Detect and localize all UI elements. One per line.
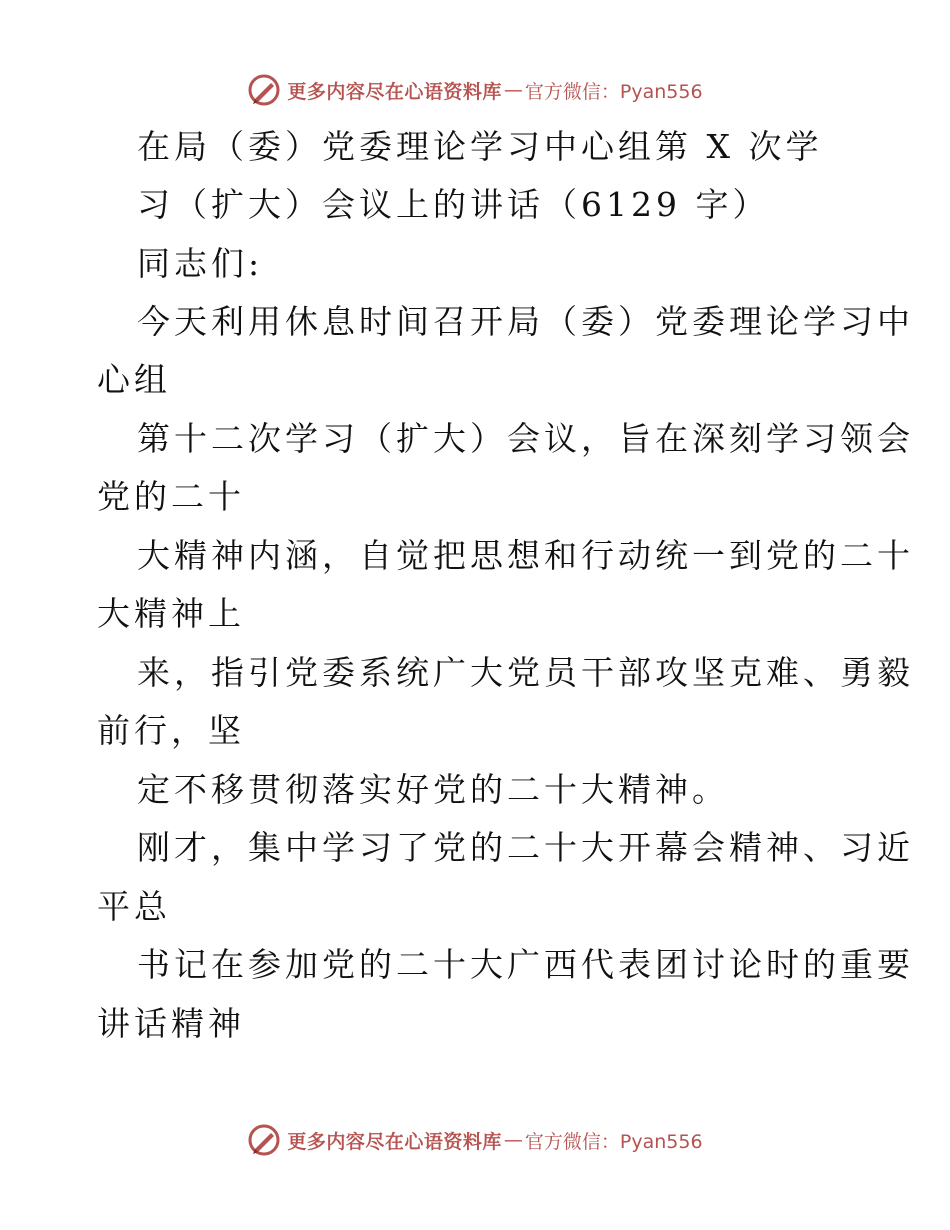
body-line: 定不移贯彻落实好党的二十大精神。 bbox=[137, 770, 729, 809]
body-line: 书记在参加党的二十大广西代表团讨论时的重要 bbox=[137, 945, 914, 984]
body-line: 讲话精神 bbox=[97, 1004, 245, 1043]
pen-logo-icon bbox=[247, 73, 281, 107]
banner-wechat: 官方微信：Pyan556 bbox=[524, 80, 703, 103]
body-line: 前行，坚 bbox=[97, 711, 245, 750]
banner-title: 更多内容尽在心语资料库 bbox=[287, 1130, 502, 1153]
body-line: 第十二次学习（扩大）会议，旨在深刻学习领会 bbox=[137, 419, 914, 458]
body-line: 党的二十 bbox=[97, 477, 245, 516]
document-title-line-2: 习（扩大）会议上的讲话（6129 字） bbox=[137, 185, 770, 224]
banner-wechat: 官方微信：Pyan556 bbox=[524, 1130, 703, 1153]
banner-separator: — bbox=[503, 79, 523, 101]
body-line: 刚才，集中学习了党的二十大开幕会精神、习近 bbox=[137, 828, 914, 867]
body-line: 今天利用休息时间召开局（委）党委理论学习中 bbox=[137, 302, 914, 341]
footer-banner bbox=[0, 1120, 950, 1160]
banner-separator: — bbox=[503, 1129, 523, 1151]
header-banner bbox=[0, 70, 950, 110]
body-line: 平总 bbox=[97, 887, 171, 926]
body-line: 大精神上 bbox=[97, 594, 245, 633]
pen-logo-icon bbox=[247, 1123, 281, 1157]
banner-title: 更多内容尽在心语资料库 bbox=[287, 80, 502, 103]
salutation: 同志们: bbox=[137, 244, 264, 283]
document-title-line-1: 在局（委）党委理论学习中心组第 X 次学 bbox=[137, 127, 823, 166]
body-line: 大精神内涵，自觉把思想和行动统一到党的二十 bbox=[137, 536, 914, 575]
body-line: 心组 bbox=[97, 360, 171, 399]
body-line: 来，指引党委系统广大党员干部攻坚克难、勇毅 bbox=[137, 653, 914, 692]
